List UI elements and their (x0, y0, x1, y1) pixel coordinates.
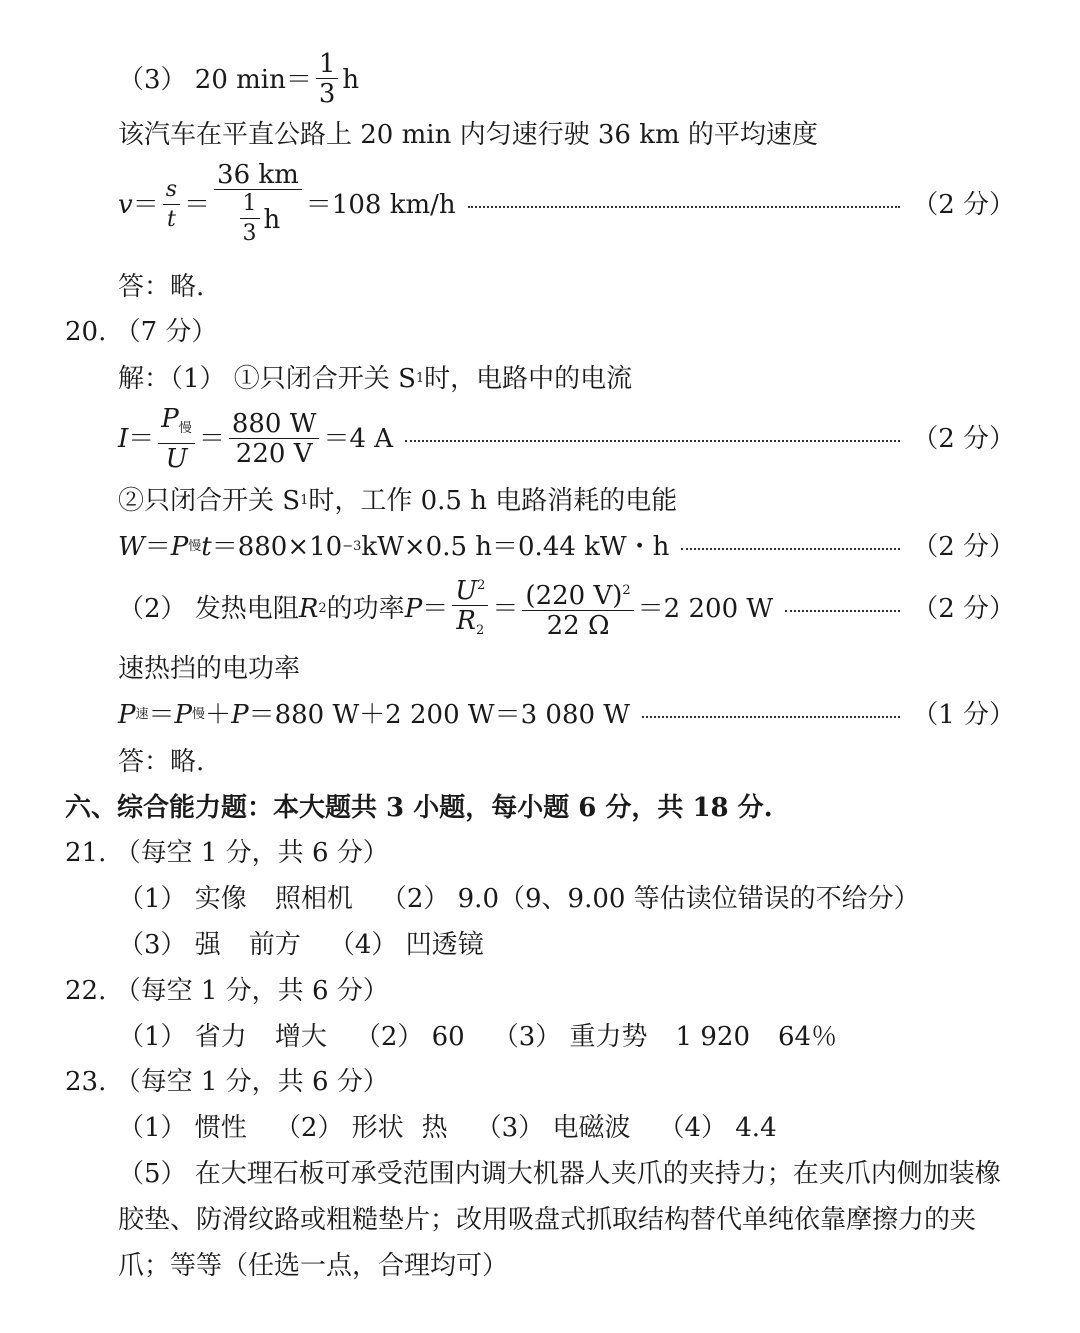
denominator: 220 V (235, 438, 313, 469)
exponent: 2 (622, 583, 631, 598)
q20-fast-heat-formula (0, 698, 1080, 732)
fraction-p-over-u (158, 405, 195, 474)
formula (118, 698, 630, 732)
q19-part3-time-conversion (0, 50, 1080, 109)
symbol-r: R (456, 606, 476, 636)
q23-paragraph-line-3 (0, 1249, 1080, 1283)
leader-dots (468, 206, 901, 208)
equals: ＝ (148, 700, 175, 730)
q20-fast-heat-label (0, 652, 1080, 686)
q21-row-2 (0, 928, 1080, 962)
q19-velocity-formula (0, 160, 1080, 250)
symbol-w: W (118, 532, 145, 562)
text: 23. （每空 1 分，共 6 分） (65, 1067, 389, 1097)
symbol-p: P (404, 594, 423, 624)
text: 速热挡的电功率 (118, 654, 301, 684)
text: （2） 60 (354, 1022, 465, 1052)
denominator: 22 Ω (546, 611, 610, 641)
text: 胶垫、防滑纹路或粗糙垫片；改用吸盘式抓取结构替代单纯依靠摩擦力的夹 (118, 1205, 977, 1235)
subscript: 2 (318, 601, 327, 616)
numerator: 1 (316, 50, 339, 79)
numerator: s (163, 176, 180, 205)
formula (118, 530, 669, 564)
numerator: 880 W (229, 410, 320, 439)
text: 1 920 (675, 1022, 750, 1052)
numerator: 1 (240, 190, 260, 219)
equals: ＝ (132, 190, 159, 220)
plus: ＋ (205, 700, 232, 730)
subscript: 速 (135, 707, 149, 722)
numerator (522, 577, 633, 611)
symbol-p: P (161, 403, 179, 434)
q21-header (0, 836, 1080, 870)
text: （4） 凹透镜 (328, 930, 484, 960)
unit: h (263, 204, 281, 235)
equals: ＝ (144, 532, 171, 562)
symbol-u: U (455, 576, 478, 606)
q20-header (0, 315, 1080, 349)
q21-row-1 (0, 882, 1080, 916)
exponent: 2 (477, 578, 486, 593)
numerator (452, 572, 488, 606)
numerator (158, 405, 195, 444)
text: 答：略. (118, 747, 205, 777)
symbol-i: I (118, 424, 129, 454)
symbol-p: P (174, 700, 193, 730)
result: ＝4 A (323, 424, 394, 454)
symbol-p: P (231, 700, 249, 730)
text: 该汽车在平直公路上 20 min 内匀速行驶 36 km 的平均速度 (118, 120, 818, 150)
text: （1） 实像 (118, 884, 247, 914)
q20-solution-1 (0, 362, 1080, 396)
leader-dots (681, 548, 900, 550)
subscript: 慢 (192, 707, 206, 722)
text: （2） 9.0（9、9.00 等估读位错误的不给分） (380, 884, 920, 914)
text: 64％ (777, 1022, 838, 1052)
denominator: 3 (242, 221, 257, 246)
score: （2 分） (912, 424, 1015, 454)
q23-paragraph-line-1 (0, 1157, 1080, 1191)
text: 21. （每空 1 分，共 6 分） (65, 838, 389, 868)
text: 的功率 (326, 594, 405, 624)
leader-dots (405, 440, 900, 442)
text: (220 V) (525, 581, 623, 611)
equals: ＝ (422, 594, 449, 624)
fraction-values (522, 577, 633, 641)
q23-paragraph-line-2 (0, 1203, 1080, 1237)
text: 时，工作 0.5 h 电路消耗的电能 (308, 486, 678, 516)
result: ＝2 200 W (637, 594, 774, 624)
text: 照相机 (274, 884, 353, 914)
numerator: 36 km (214, 161, 302, 190)
denominator: U (165, 443, 188, 474)
equals: ＝ (492, 594, 519, 624)
equals: ＝ (198, 424, 225, 454)
q20-energy-formula (0, 530, 1080, 564)
q22-row-1 (0, 1020, 1080, 1054)
denominator: t (166, 206, 176, 232)
fraction-one-third (240, 190, 260, 249)
symbol-t: t (201, 532, 212, 562)
q20-power-formula (0, 577, 1080, 641)
denominator (453, 606, 487, 646)
text: 答：略. (118, 272, 205, 302)
section-6-title (0, 791, 1080, 825)
text: ＝880×10 (211, 532, 343, 562)
q19-answer (0, 270, 1080, 304)
q20-answer (0, 745, 1080, 779)
equals: ＝ (184, 190, 211, 220)
text: （3） 重力势 (492, 1022, 648, 1052)
text: 热 (421, 1113, 448, 1143)
fraction-distance-over-time (214, 161, 302, 249)
q23-header (0, 1065, 1080, 1099)
text: （3） 电磁波 (475, 1113, 631, 1143)
q23-row-1 (0, 1111, 1080, 1145)
unit: h (342, 64, 360, 95)
text: （2） 形状 (274, 1113, 404, 1143)
symbol-p: P (170, 532, 189, 562)
subscript: 1 (300, 493, 309, 508)
subscript: 2 (475, 623, 485, 638)
fraction-u2-over-r2 (452, 572, 488, 646)
text: 时，电路中的电流 (424, 364, 633, 394)
text: （2） 发热电阻 (118, 594, 299, 624)
symbol-v: v (118, 190, 133, 220)
score: （2 分） (912, 594, 1015, 624)
text: kW×0.5 h＝0.44 kW・h (361, 532, 670, 562)
q22-header (0, 974, 1080, 1008)
text: （5） 在大理石板可承受范围内调大机器人夹爪的夹持力；在夹爪内侧加装橡 (118, 1159, 1001, 1189)
text: 增大 (274, 1022, 327, 1052)
subscript: 慢 (188, 539, 202, 554)
text: （3） 20 min＝ (118, 64, 312, 95)
formula (118, 405, 393, 474)
q20-current-formula (0, 403, 1080, 474)
symbol-p: P (118, 700, 136, 730)
leader-dots (785, 610, 900, 612)
text: 前方 (248, 930, 301, 960)
subscript: 慢 (178, 420, 192, 436)
text: （1） 惯性 (118, 1113, 247, 1143)
exponent: −3 (342, 539, 362, 554)
formula (118, 572, 773, 646)
denominator: 3 (318, 79, 336, 109)
text: （4） 4.4 (658, 1113, 777, 1143)
equals: ＝ (128, 424, 155, 454)
text: （1） 省力 (118, 1022, 247, 1052)
symbol-r: R (298, 594, 319, 624)
result: ＝108 km/h (305, 190, 456, 220)
text: ②只闭合开关 S (118, 486, 301, 516)
q19-description (0, 118, 1080, 152)
subscript: 1 (415, 371, 425, 386)
text: 20. （7 分） (65, 317, 218, 347)
text: 22. （每空 1 分，共 6 分） (65, 976, 389, 1006)
fraction-values (229, 410, 320, 469)
score: （2 分） (912, 190, 1015, 220)
q20-solution-2 (0, 484, 1080, 518)
text: 爪；等等（任选一点，合理均可） (118, 1251, 509, 1281)
fraction-one-third (316, 50, 339, 109)
score: （1 分） (912, 700, 1015, 730)
text: 解：（1） ①只闭合开关 S (118, 364, 416, 394)
leader-dots (642, 716, 900, 718)
denominator (233, 190, 284, 249)
text: （3） 强 (118, 930, 221, 960)
text: 六、综合能力题：本大题共 3 小题，每小题 6 分，共 18 分. (65, 793, 773, 823)
fraction-s-over-t (163, 176, 180, 235)
formula (118, 161, 456, 249)
score: （2 分） (912, 532, 1015, 562)
text: ＝880 W＋2 200 W＝3 080 W (248, 700, 631, 730)
